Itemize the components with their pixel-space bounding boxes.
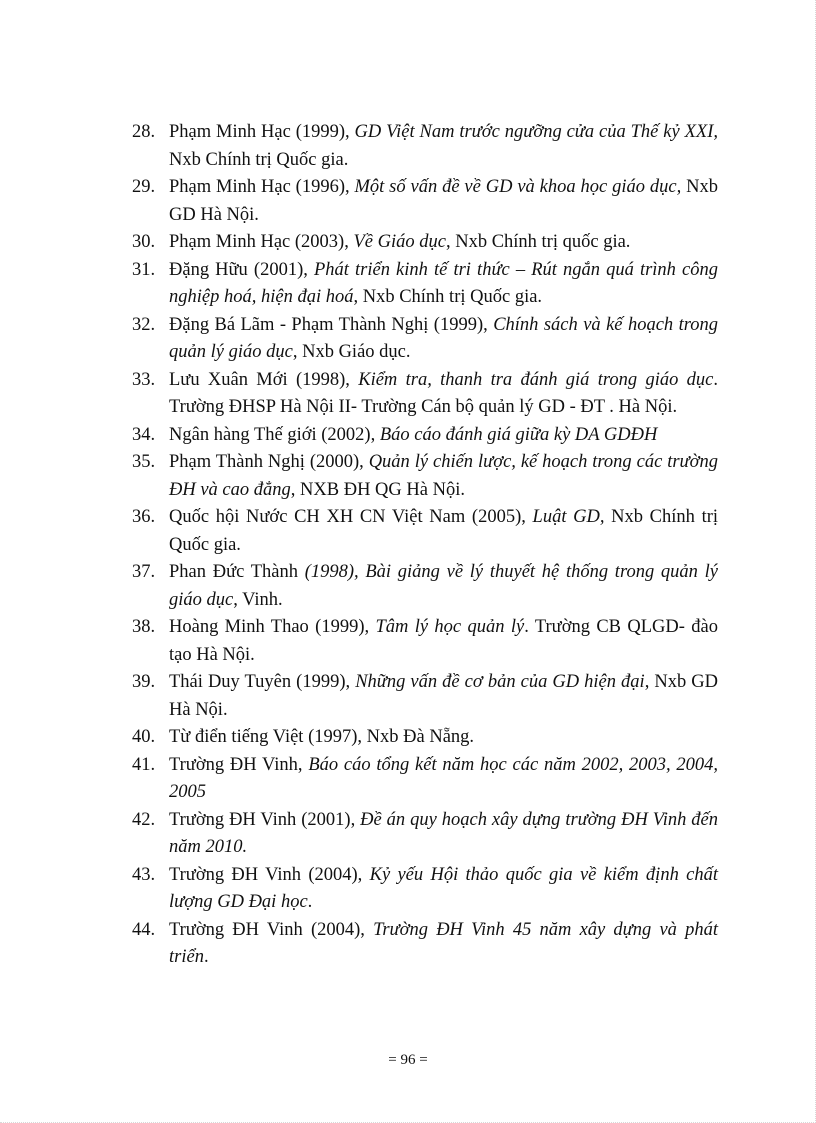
reference-title: Báo cáo đánh giá giữa kỳ DA GDĐH	[379, 424, 658, 445]
reference-text: Phạm Minh Hạc (2003),	[169, 232, 354, 252]
reference-text: Trường ĐH Vinh,	[169, 754, 309, 775]
reference-text: .	[203, 947, 209, 967]
reference-text: . Trường ĐHSP Hà Nội II- Trường Cán bộ quản lý GD - ĐT . Hà Nội.	[169, 369, 719, 417]
reference-number: 28.	[132, 122, 156, 142]
reference-text: Nxb Chính trị Quốc gia.	[169, 507, 719, 555]
reference-title: Trường ĐH Vinh 45 năm xây dựng và phát triển	[169, 919, 718, 967]
reference-number: 32.	[132, 314, 156, 335]
reference-item	[132, 257, 718, 312]
reference-title: (1998), Bài giảng về lý thuyết hệ thống trong quản lý giáo dục	[169, 562, 718, 610]
reference-number: 43.	[132, 864, 156, 885]
reference-item	[132, 422, 718, 450]
reference-title: Một số vấn đề về GD và khoa học giáo dục,	[354, 177, 682, 197]
reference-text: , Nxb Chính trị Quốc gia.	[353, 287, 543, 307]
reference-item	[132, 559, 718, 614]
reference-text: Thái Duy Tuyên (1999),	[169, 672, 356, 692]
reference-text: Trường ĐH Vinh (2004),	[169, 864, 370, 885]
reference-number: 33.	[132, 369, 156, 390]
reference-title: Luật GD,	[532, 507, 605, 527]
reference-item	[132, 229, 718, 257]
reference-number: 39.	[132, 672, 156, 692]
reference-text: Trường ĐH Vinh (2004),	[169, 919, 374, 940]
reference-text: Phạm Thành Nghị (2000),	[169, 452, 369, 472]
reference-number: 31.	[132, 259, 156, 280]
reference-title: GD Việt Nam trước ngưỡng cửa của Thế kỷ XXI,	[354, 122, 718, 142]
reference-text: Ngân hàng Thế giới (2002),	[169, 424, 380, 445]
reference-item	[132, 724, 718, 752]
reference-item	[132, 449, 718, 504]
reference-text: Nxb GD Hà Nội.	[169, 177, 718, 225]
reference-text: Đặng Bá Lãm - Phạm Thành Nghị (1999),	[169, 314, 494, 335]
page-number: = 96 =	[388, 1052, 428, 1068]
reference-number: 37.	[132, 562, 156, 582]
reference-item	[132, 807, 718, 862]
reference-text: Trường ĐH Vinh (2001),	[169, 809, 361, 830]
reference-item	[132, 614, 718, 669]
reference-text: . Trường CB QLGD- đào tạo Hà Nội.	[169, 617, 718, 665]
reference-title: Đề án quy hoạch xây dựng trường ĐH Vinh đến năm 2010.	[169, 809, 718, 857]
reference-title: Báo cáo tổng kết năm học các năm 2002, 2003, 2004, 2005	[169, 754, 718, 802]
reference-list	[132, 119, 718, 972]
reference-number: 36.	[132, 507, 156, 527]
reference-text: Phạm Minh Hạc (1996),	[169, 177, 355, 197]
reference-number: 40.	[132, 727, 156, 747]
reference-text: , Nxb Giáo dục.	[292, 342, 411, 362]
reference-text: , Nxb Chính trị quốc gia.	[445, 232, 631, 252]
reference-item	[132, 752, 718, 807]
reference-text: Đặng Hữu (2001),	[169, 259, 314, 280]
reference-number: 44.	[132, 919, 156, 940]
reference-title: Quản lý chiến lược, kế hoạch trong các trường ĐH và cao đẳng	[169, 452, 718, 500]
reference-number: 41.	[132, 754, 156, 775]
reference-item	[132, 504, 718, 559]
reference-item	[132, 174, 718, 229]
reference-title: Kiểm tra, thanh tra đánh giá trong giáo dục	[358, 369, 714, 390]
reference-text: Phan Đức Thành	[169, 562, 305, 582]
reference-text: Nxb Chính trị Quốc gia.	[169, 149, 349, 170]
reference-item	[132, 917, 718, 972]
reference-text: , NXB ĐH QG Hà Nội.	[290, 479, 465, 500]
reference-title: Những vấn đề cơ bản của GD hiện đại	[355, 672, 645, 692]
reference-item	[132, 862, 718, 917]
reference-item	[132, 669, 718, 724]
reference-item	[132, 312, 718, 367]
reference-number: 34.	[132, 424, 156, 445]
reference-title: Tâm lý học quản lý	[375, 617, 525, 637]
reference-text: , Nxb GD Hà Nội.	[169, 672, 718, 720]
reference-number: 35.	[132, 452, 156, 472]
reference-text: .	[307, 892, 313, 912]
reference-number: 42.	[132, 809, 156, 830]
reference-text: , Vinh.	[233, 589, 283, 610]
reference-title: Kỷ yếu Hội thảo quốc gia về kiểm định chất lượng GD Đại học	[169, 864, 718, 912]
reference-text: Từ điển tiếng Việt (1997), Nxb Đà Nẵng.	[169, 727, 475, 747]
reference-item	[132, 119, 718, 174]
reference-item	[132, 367, 718, 422]
reference-title: Về Giáo dục	[353, 232, 446, 252]
reference-text: Hoàng Minh Thao (1999),	[169, 617, 376, 637]
reference-text: Phạm Minh Hạc (1999),	[169, 122, 355, 142]
reference-text: Quốc hội Nước CH XH CN Việt Nam (2005),	[169, 507, 533, 527]
reference-title: Phát triển kinh tế tri thức – Rút ngắn quá trình công nghiệp hoá, hiện đại hoá	[169, 259, 718, 307]
reference-number: 30.	[132, 232, 156, 252]
reference-title: Chính sách và kế hoạch trong quản lý giáo dục	[169, 314, 719, 362]
reference-number: 38.	[132, 617, 156, 637]
reference-text: Lưu Xuân Mới (1998),	[169, 369, 359, 390]
reference-number: 29.	[132, 177, 156, 197]
